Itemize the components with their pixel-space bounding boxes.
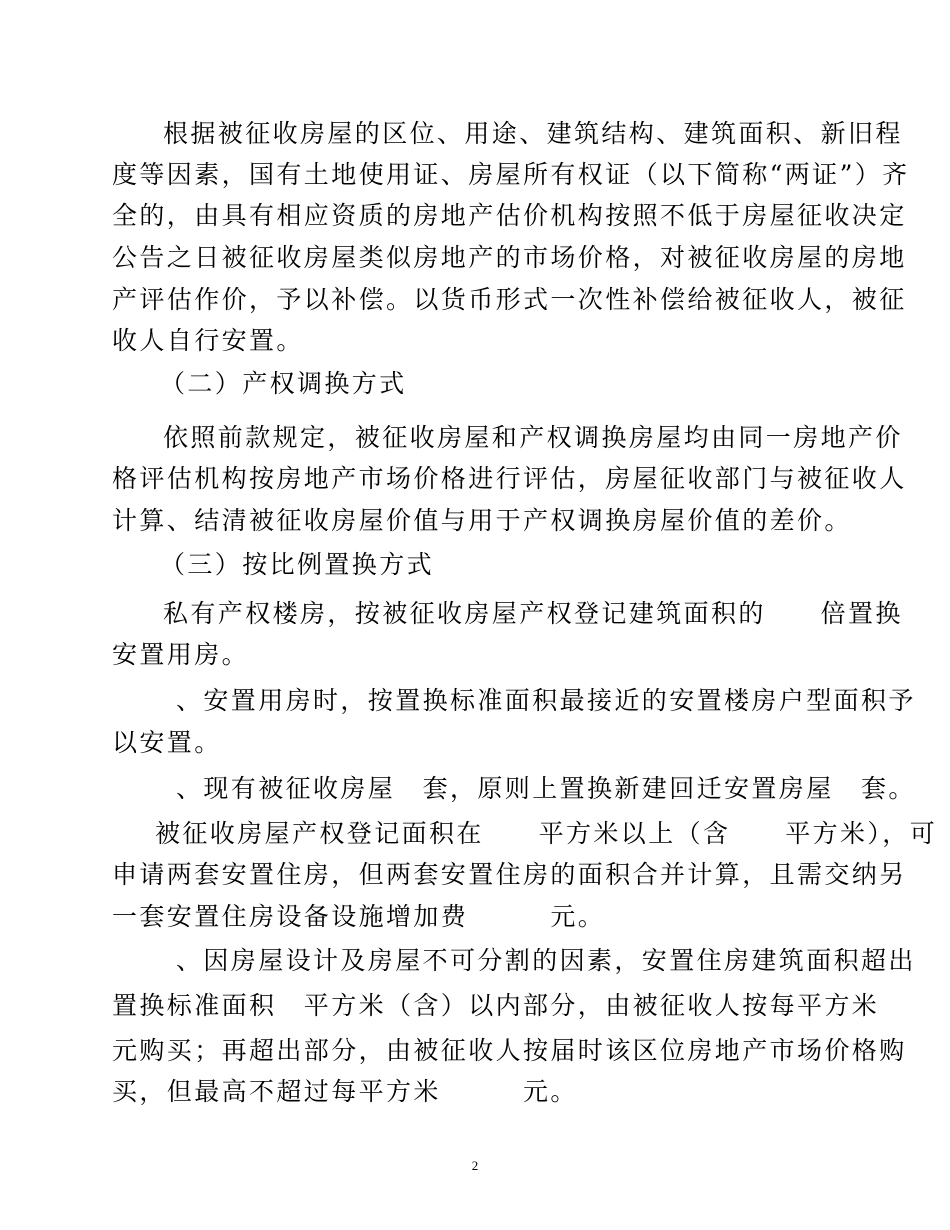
paragraph-line: 元购买；再超出部分，由被征收人按届时该区位房地产市场价格购 <box>112 1036 907 1065</box>
paragraph-line: 全的，由具有相应资质的房地产估价机构按照不低于房屋征收决定 <box>112 201 907 230</box>
paragraph-line: 、现有被征收房屋 套，原则上置换新建回迁安置房屋 套。 <box>176 774 916 803</box>
paragraph-line: 度等因素，国有土地使用证、房屋所有权证（以下简称“两证”）齐 <box>112 160 910 189</box>
paragraph-line: 格评估机构按房地产市场价格进行评估，房屋征收部门与被征收人 <box>112 464 907 493</box>
paragraph-line: 被征收房屋产权登记面积在 平方米以上（含 平方米），可 <box>155 819 938 848</box>
paragraph-line: 以安置。 <box>112 728 222 757</box>
section-heading: （三）按比例置换方式 <box>160 550 435 579</box>
paragraph-line: 申请两套安置住房，但两套安置住房的面积合并计算，且需交纳另 <box>112 860 907 889</box>
paragraph-line: 根据被征收房屋的区位、用途、建筑结构、建筑面积、新旧程 <box>163 119 903 148</box>
paragraph-line: 计算、结清被征收房屋价值与用于产权调换房屋价值的差价。 <box>112 506 852 535</box>
paragraph-line: 、安置用房时，按置换标准面积最接近的安置楼房户型面积予 <box>176 686 916 715</box>
paragraph-line: 私有产权楼房，按被征收房屋产权登记建筑面积的 倍置换 <box>163 599 903 628</box>
paragraph-line: 依照前款规定，被征收房屋和产权调换房屋均由同一房地产价 <box>163 423 903 452</box>
paragraph-line: 、因房屋设计及房屋不可分割的因素，安置住房建筑面积超出 <box>176 946 916 975</box>
paragraph-line: 置换标准面积 平方米（含）以内部分，由被征收人按每平方米 <box>112 991 880 1020</box>
paragraph-line: 买，但最高不超过每平方米 元。 <box>112 1077 578 1106</box>
paragraph-line: 一套安置住房设备设施增加费 元。 <box>112 902 606 931</box>
paragraph-line: 公告之日被征收房屋类似房地产的市场价格，对被征收房屋的房地 <box>112 243 907 272</box>
paragraph-line: 产评估作价，予以补偿。以货币形式一次性补偿给被征收人，被征 <box>112 285 907 314</box>
paragraph-line: 安置用房。 <box>112 640 250 669</box>
paragraph-line: 收人自行安置。 <box>112 326 304 355</box>
section-heading: （二）产权调换方式 <box>160 369 407 398</box>
page-number: 2 <box>471 1158 479 1173</box>
